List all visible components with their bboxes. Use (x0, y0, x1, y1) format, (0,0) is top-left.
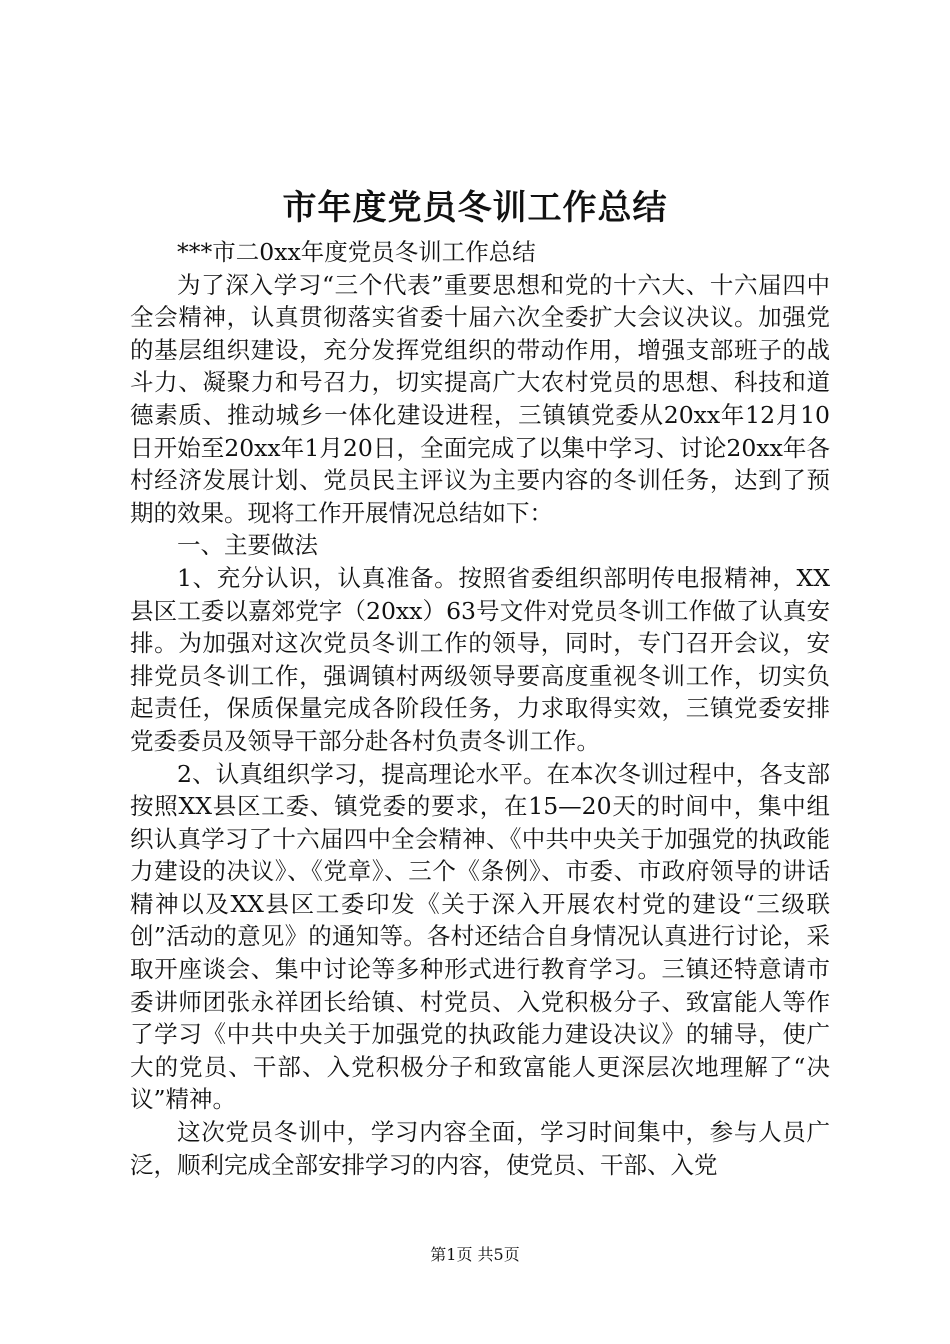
paragraph-1: 1、充分认识，认真准备。按照省委组织部明传电报精神，XX县区工委以嘉郊党字（20xx）63号文件对党员冬训工作做了认真安排。为加强对这次党员冬训工作的领导，同时，专门召开会议，安排党员冬训工作，强调镇村两级领导要高度重视冬训工作，切实负起责任，保质保量完成各阶段任务，力求取得实效，三镇党委安排党委委员及领导干部分赴各村负责冬训工作。 (130, 563, 830, 755)
paragraph-2: 2、认真组织学习，提高理论水平。在本次冬训过程中，各支部按照XX县区工委、镇党委的要求，在15—20天的时间中，集中组织认真学习了十六届四中全会精神、《中共中央关于加强党的执政能力建设的决议》、《党章》、三个《条例》、市委、市政府领导的讲话精神以及XX县区工委印发《关于深入开展农村党的建设“三级联创”活动的意见》的通知等。各村还结合自身情况认真进行讨论，采取开座谈会、集中讨论等多种形式进行教育学习。三镇还特意请市委讲师团张永祥团长给镇、村党员、入党积极分子、致富能人等作了学习《中共中央关于加强党的执政能力建设决议》的辅导，使广大的党员、干部、入党积极分子和致富能人更深层次地理解了“决议”精神。 (130, 759, 830, 1114)
paragraph-3: 这次党员冬训中，学习内容全面，学习时间集中，参与人员广泛，顺利完成全部安排学习的内容，使党员、干部、入党 (130, 1118, 830, 1179)
paragraph-intro: 为了深入学习“三个代表”重要思想和党的十六大、十六届四中全会精神，认真贯彻落实省委十届六次全委扩大会议决议。加强党的基层组织建设，充分发挥党组织的带动作用，增强支部班子的战斗力、凝聚力和号召力，切实提高广大农村党员的思想、科技和道德素质、推动城乡一体化建设进程，三镇镇党委从20xx年12月10日开始至20xx年1月20日，全面完成了以集中学习、讨论20xx年各村经济发展计划、党员民主评议为主要内容的冬训任务，达到了预期的效果。现将工作开展情况总结如下： (130, 270, 830, 527)
section-heading: 一、主要做法 (177, 531, 318, 560)
document-title: 市年度党员冬训工作总结 (282, 188, 668, 228)
document-body (130, 236, 830, 1181)
page-footer: 第1页 共5页 (430, 1245, 520, 1264)
document-subtitle: ***市二0xx年度党员冬训工作总结 (177, 238, 536, 266)
